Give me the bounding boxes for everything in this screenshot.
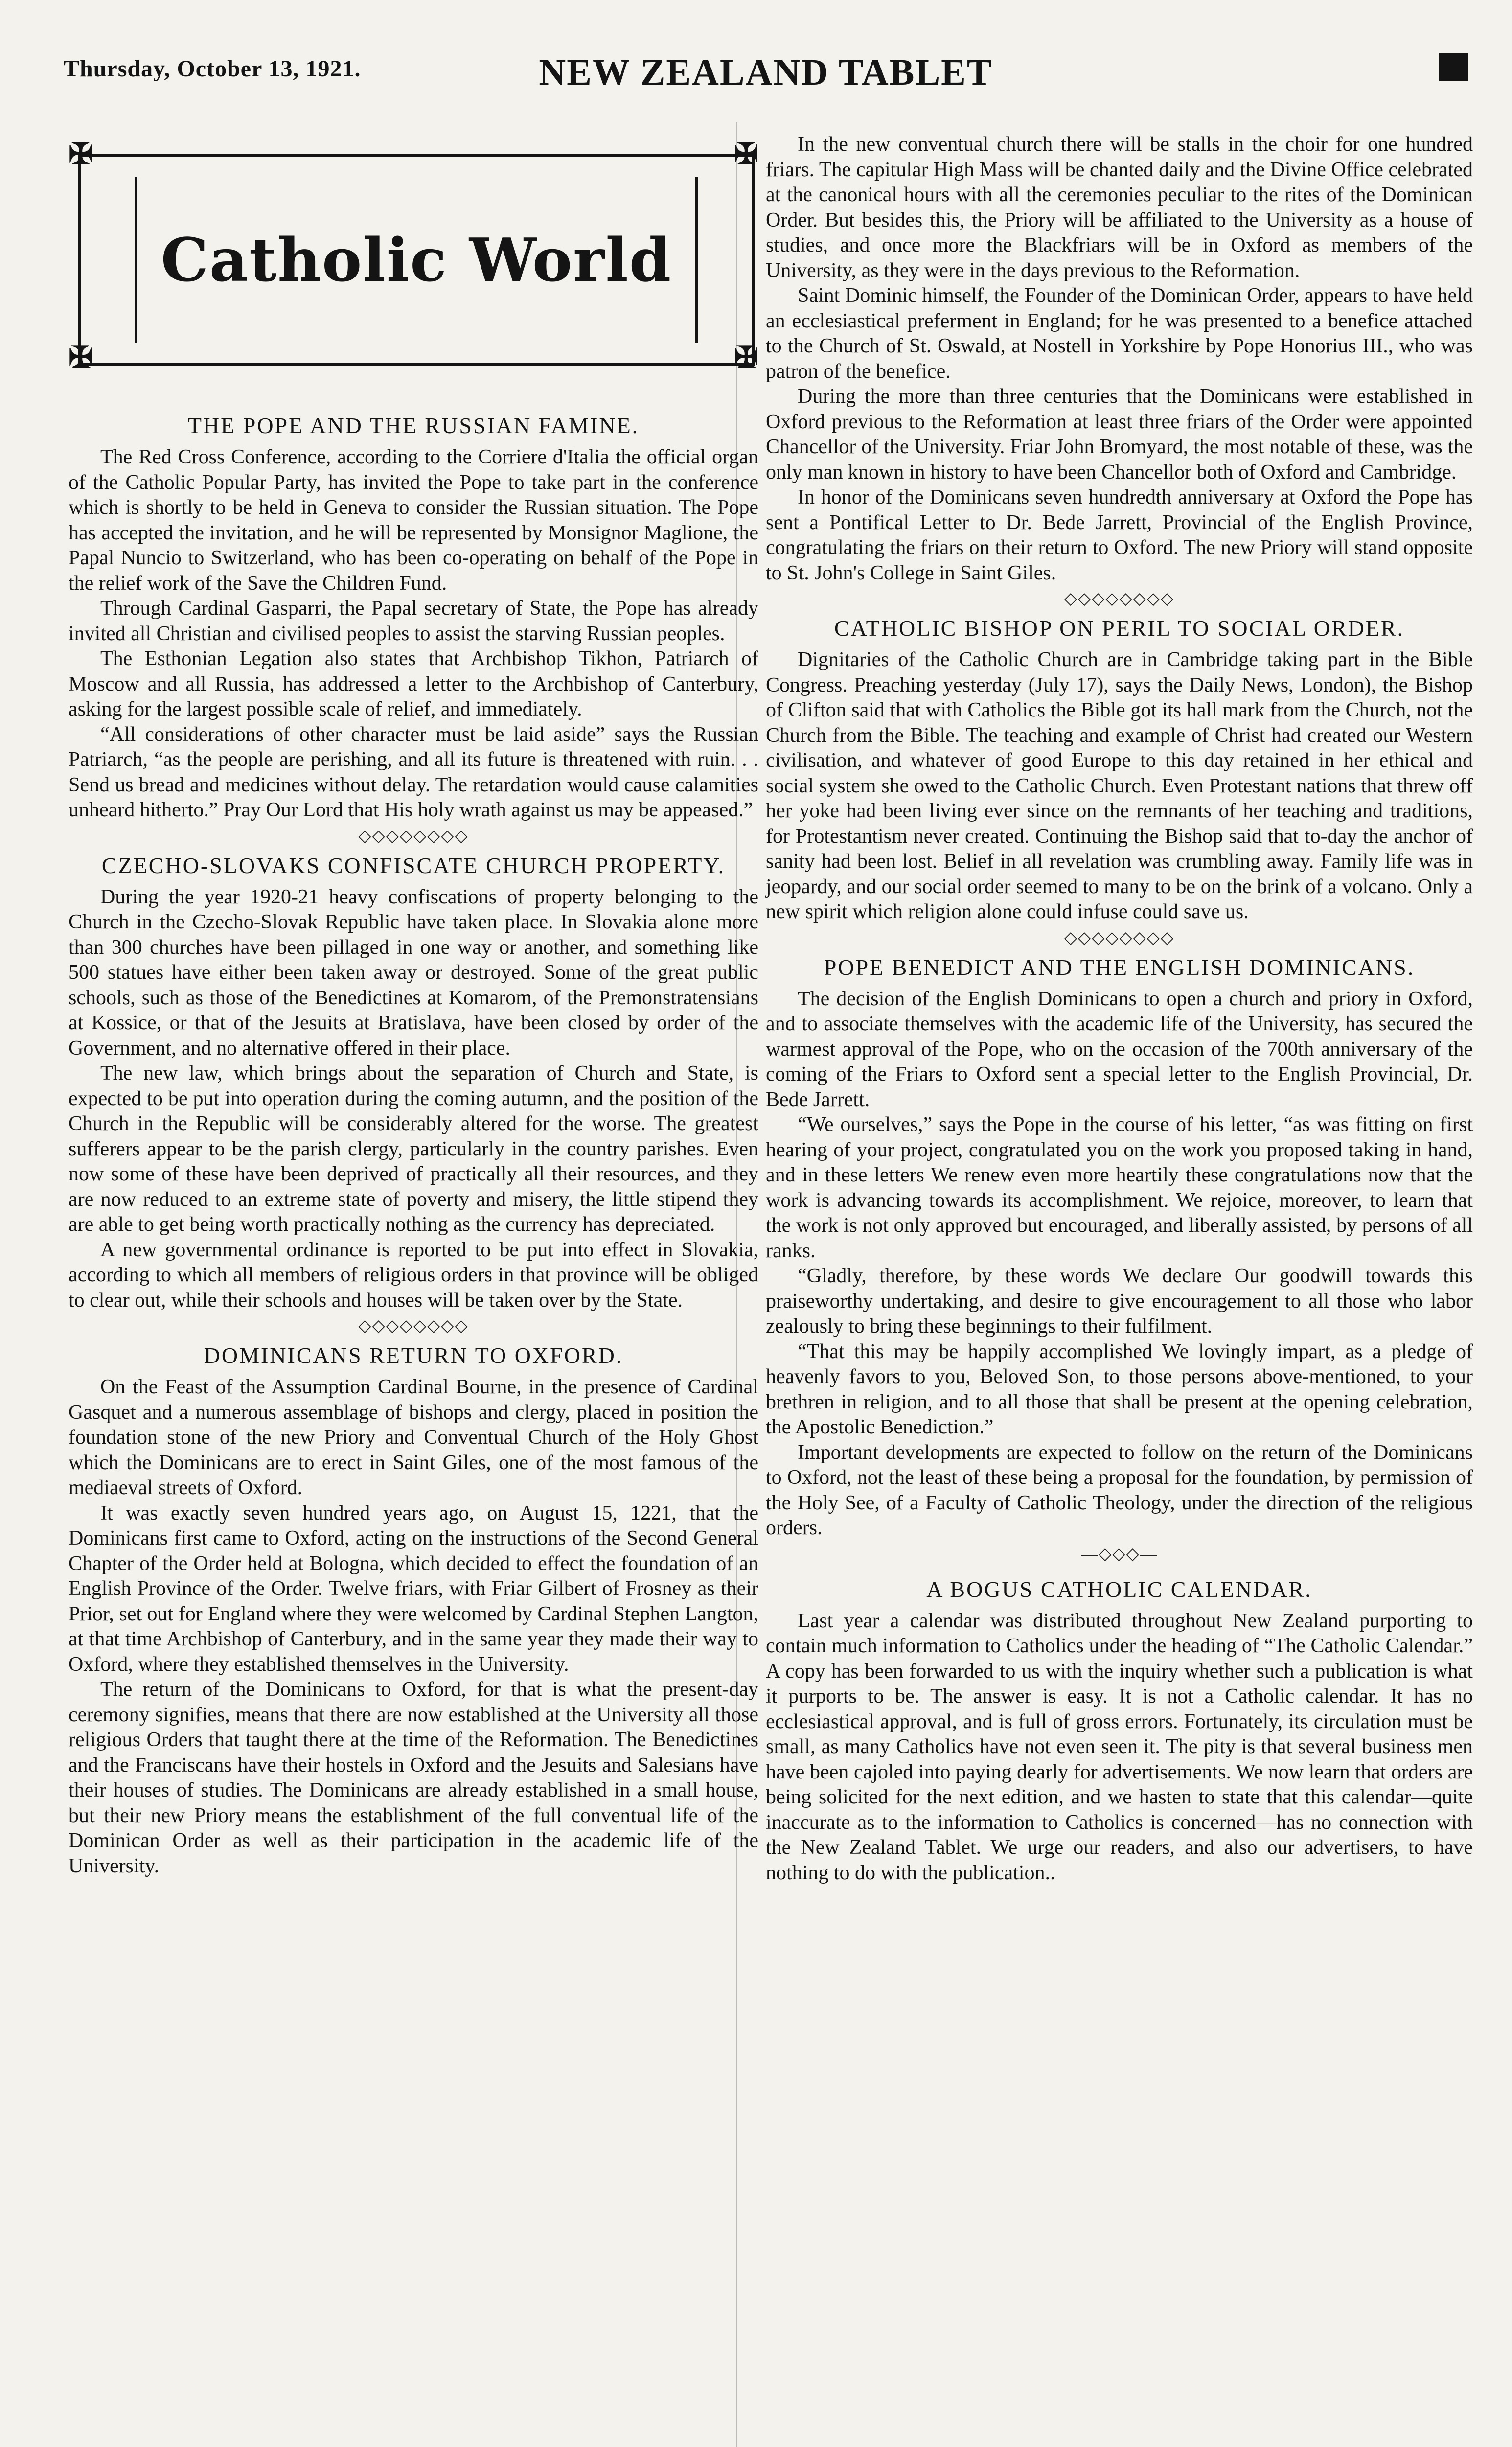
- article-paragraph: Important developments are expected to follow on the return of the Dominicans to Oxford, not the least of these being a proposal for the foundation, by permission of the Holy See, of a Faculty of Catholic Theology, under the direction of the religious orders.: [766, 1441, 1473, 1539]
- article-paragraph: Last year a calendar was distributed throughout New Zealand purporting to contain much information to Catholics under the heading of “The Catholic Calendar.” A copy has been forwarded to us with the inquiry whether such a publication is what it purports to be. The answer is easy. It is not a Catholic calendar. It has no ecclesiastical approval, and is full of gross errors. Fortunately, its circulation must be small, as many Catholics have not even seen it. The pity is that several business men have been cajoled into paying dearly for advertisements. We now learn that orders are being solicited for the next edition, and we hasten to state that this calendar—quite inaccurate as to the information to Catholics is concerned—has no connection with the New Zealand Tablet. We urge our readers, and also our advertisers, to have nothing to do with the publication..: [766, 1609, 1473, 1884]
- article-paragraph: On the Feast of the Assumption Cardinal Bourne, in the presence of Cardinal Gasquet and a numerous assemblage of bishops and clergy, placed in position the foundation stone of the new Priory and Conventual Church of the Holy Ghost which the Dominicans are to erect in Saint Giles, one of the most famous of the mediaeval streets of Oxford.: [69, 1376, 758, 1499]
- article-paragraph: A new governmental ordinance is reported to be put into effect in Slovakia, according to which all members of religious orders in that province will be obliged to clear out, while their schools and houses will be taken over by the State.: [69, 1238, 758, 1312]
- page-number-block: [1439, 53, 1468, 81]
- article-paragraph: Through Cardinal Gasparri, the Papal secretary of State, the Pope has already invited all Christian and civilised peoples to assist the starving Russian peoples.: [69, 597, 758, 645]
- article-paragraph: Dignitaries of the Catholic Church are in Cambridge taking part in the Bible Congress. Preaching yesterday (July 17), says the Daily News, London), the Bishop of Clifton said that with Catholics the Bible got its hall mark from the Church, not the Church from the Bible. The teaching and example of Christ had created our Western civilisation, and whatever of good Europe to this day retained in her ethical and social system she owed to the Catholic Church. Even Protestant nations that threw off her yoke had been living ever since on the remnants of her teaching and traditions, for Protestantism never created. Continuing the Bishop said that to-day the anchor of sanity had been lost. Belief in all revelation was crumbling away. Family life was in jeopardy, and our social order seemed to many to be on the brink of a volcano. Only a new spirit which religion alone could infuse could save us.: [766, 648, 1473, 923]
- article-paragraph: “Gladly, therefore, by these words We declare Our goodwill towards this praiseworthy undertaking, and desire to give encouragement to all those who labor zealously to bring these beginnings to their fulfilment.: [766, 1265, 1473, 1338]
- right-column: [766, 132, 1473, 1886]
- article-paragraph: The new law, which brings about the separation of Church and State, is expected to be put into operation during the coming autumn, and the position of the Church in the Republic will be considerably altered for the worse. The greatest sufferers appear to be the parish clergy, particularly in the country parishes. Even now some of these have been deprived of practically all their resources, and they are now reduced to an extreme state of poverty and misery, the little stipend they are able to get being worth practically nothing as the currency has depreciated.: [69, 1062, 758, 1236]
- left-column: [69, 125, 758, 1879]
- article-paragraph: “We ourselves,” says the Pope in the course of his letter, “as was fitting on first hearing of your project, congratulated you on the work you proposed taking in hand, and in these letters We renew even more heartily these congratulations now that the work is advancing towards its accomplishment. We rejoice, moreover, to learn that the work is not only approved but encouraged, and liberally assisted, by persons of all ranks.: [766, 1113, 1473, 1262]
- article-paragraph: The decision of the English Dominicans to open a church and priory in Oxford, and to associate themselves with the academic life of the University, has secured the warmest approval of the Pope, who on the occasion of the 700th anniversary of the coming of the Friars to Oxford sent a special letter to the English Provincial, Dr. Bede Jarrett.: [766, 987, 1473, 1111]
- banner-inner: [135, 177, 698, 343]
- article-paragraph: The Red Cross Conference, according to the Corriere d'Italia the official organ of the Catholic Popular Party, has invited the Pope to take part in the conference which is shortly to be held in Geneva to consider the Russian situation. The Pope has accepted the invitation, and he will be represented by Monsignor Maglione, the Papal Nuncio to Switzerland, who has been co-operating on behalf of the Pope in the relief work of the Save the Children Fund.: [69, 446, 758, 595]
- article-headline: DOMINICANS RETURN TO OXFORD.: [204, 1343, 623, 1368]
- issue-date: Thursday, October 13, 1921.: [64, 56, 361, 82]
- publication-title: NEW ZEALAND TABLET: [539, 52, 993, 93]
- article-headline: CATHOLIC BISHOP ON PERIL TO SOCIAL ORDER.: [834, 616, 1405, 641]
- article-paragraph: The Esthonian Legation also states that Archbishop Tikhon, Patriarch of Moscow and all Russia, has addressed a letter to the Archbishop of Canterbury, asking for the largest possible scale of relief, and immediately.: [69, 647, 758, 720]
- ornament-cross-icon: ✠: [69, 341, 93, 373]
- diamond-divider: ◇◇◇◇◇◇◇◇: [358, 1317, 469, 1335]
- ornament-cross-icon: ✠: [69, 138, 93, 170]
- line-divider: —◇◇◇—: [1081, 1545, 1158, 1563]
- article-paragraph: During the year 1920-21 heavy confiscations of property belonging to the Church in the Czecho-Slovak Republic have taken place. In Slovakia alone more than 300 churches have been pillaged in one way or another, and something like 500 statues have either been taken away or destroyed. Some of the great public schools, such as those of the Benedictines at Komarom, of the Premonstratensians at Kossice, or that of the Jesuits at Bratislava, have been closed by order of the Government, and no alternative offered in their place.: [69, 885, 758, 1060]
- ornament-cross-icon: ✠: [733, 341, 758, 373]
- article-headline: CZECHO-SLOVAKS CONFISCATE CHURCH PROPERTY.: [101, 853, 726, 878]
- article-headline: A BOGUS CATHOLIC CALENDAR.: [926, 1576, 1312, 1602]
- diamond-divider: ◇◇◇◇◇◇◇◇: [1064, 590, 1175, 608]
- banner-frame: [78, 154, 755, 366]
- article-headline: POPE BENEDICT AND THE ENGLISH DOMINICANS.: [824, 954, 1415, 980]
- article-paragraph: Saint Dominic himself, the Founder of the Dominican Order, appears to have held an ecclesiastical preferment in England; for he was presented to a benefice attached to the Church of St. Oswald, at Nostell in Yorkshire by Pope Honorius III., who was patron of the benefice.: [766, 284, 1473, 383]
- diamond-divider: ◇◇◇◇◇◇◇◇: [358, 827, 469, 845]
- article-paragraph: The return of the Dominicans to Oxford, for that is what the present-day ceremony signifies, means that there are now established at the University all those religious Orders that taught there at the time of the Reformation. The Benedictines and the Franciscans have their hostels in Oxford and the Jesuits and Salesians have their houses of studies. The Dominicans are already established in a small house, but their new Priory means the establishment of the full conventual life of the Dominican Order as well as their participation in the academic life of the University.: [69, 1678, 758, 1877]
- article-paragraph: It was exactly seven hundred years ago, on August 15, 1221, that the Dominicans first came to Oxford, acting on the instructions of the Second General Chapter of the Order held at Bologna, which decided to effect the foundation of an English Province of the Order. Twelve friars, with Friar Gilbert of Frosney as their Prior, set out for England where they were welcomed by Cardinal Stephen Langton, at that time Archbishop of Canterbury, and in the same year they made their way to Oxford, where they established themselves in the University.: [69, 1501, 758, 1676]
- banner-title: Catholic World: [160, 225, 672, 295]
- masthead: [64, 51, 1468, 91]
- ornament-cross-icon: ✠: [733, 138, 758, 170]
- section-banner: [69, 125, 758, 399]
- article-paragraph: During the more than three centuries that the Dominicans were established in Oxford previous to the Reformation at least three friars of the Order were appointed Chancellor of the University. Friar John Bromyard, the most notable of these, was the only man known in history to have been Chancellor both of Oxford and Cambridge.: [766, 385, 1473, 484]
- diamond-divider: ◇◇◇◇◇◇◇◇: [1064, 928, 1175, 947]
- article-paragraph: “All considerations of other character must be laid aside” says the Russian Patriarch, “as the people are perishing, and all its future is threatened with ruin. . . Send us bread and medicines without delay. The retardation would cause calamities unheard hitherto.” Pray Our Lord that His holy wrath against us may be appeased.”: [69, 723, 758, 821]
- article-paragraph: “That this may be happily accomplished We lovingly impart, as a pledge of heavenly favors to you, Beloved Son, to those persons above-mentioned, to your brethren in religion, and to all those that shall be present at the opening celebration, the Apostolic Benediction.”: [766, 1340, 1473, 1438]
- article-paragraph: In honor of the Dominicans seven hundredth anniversary at Oxford the Pope has sent a Pontifical Letter to Dr. Bede Jarrett, Provincial of the English Province, congratulating the friars on their return to Oxford. The new Priory will stand opposite to St. John's College in Saint Giles.: [766, 486, 1473, 584]
- article-headline: THE POPE AND THE RUSSIAN FAMINE.: [187, 413, 640, 438]
- article-paragraph: In the new conventual church there will be stalls in the choir for one hundred friars. The capitular High Mass will be chanted daily and the Divine Office celebrated at the canonical hours with all the ceremonies peculiar to the rites of the Dominican Order. But besides this, the Priory will be affiliated to the University as a house of studies, and once more the Blackfriars will be in Oxford as members of the University, as they were in the days previous to the Reformation.: [766, 133, 1473, 282]
